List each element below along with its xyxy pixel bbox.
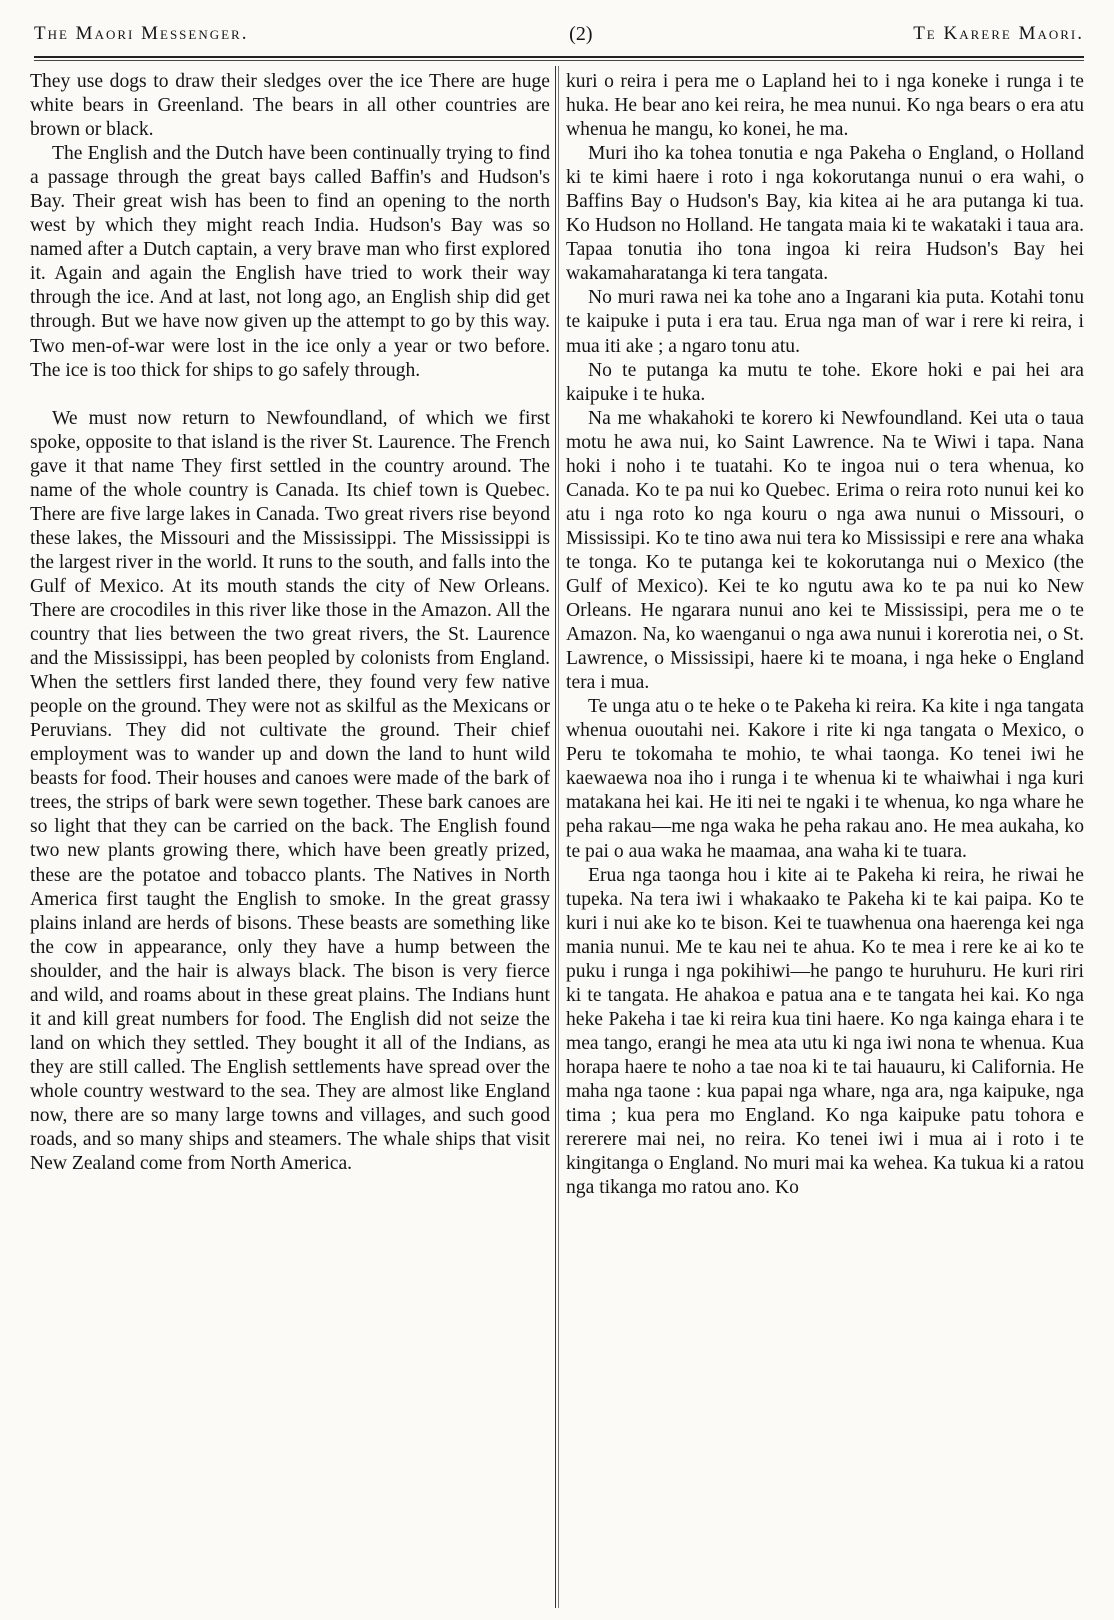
english-column	[30, 70, 550, 1605]
column-divider-thin	[558, 66, 559, 1608]
column-divider	[555, 66, 556, 1608]
maori-paragraph: Muri iho ka tohea tonutia e nga Pakeha o England, o Holland ki te kimi haere i roto i nga kokorutanga nunui o era wahi, o Baffins Bay o Hudson's Bay, kia kitea ai he ara putanga ki tua. Ko Hudson no Holland. He tangata maia ki te wakataki i taua ara. Tapaa tonutia iho tona ingoa ki reira Hudson's Bay hei wakamaharatanga ki tera tangata.	[566, 143, 1084, 285]
maori-paragraph: Na me whakahoki te korero ki Newfoundland. Kei uta o taua motu he awa nui, ko Saint Lawrence. Na te Wiwi i tapa. Nana hoki i noho i te tuatahi. Ko te ingoa nui o tera whenua, ko Canada. Ko te pa nui ko Quebec. Erima o reira roto nunui kei ko atu i nga roto ko nga kouru o nga awa nunui o Missouri, o Mississipi. Ko te tino awa nui tera ko Mississipi e rere ana whaka te tonga. Ko te putanga kei te kokorutanga nui o Mexico (the Gulf of Mexico). Kei te ko ngutu awa ko te pa nui ko New Orleans. He ngarara nunui ano kei te Mississipi, pera me o te Amazon. Na, ko waenganui o nga awa nunui i korerotia nei, o St. Lawrence, o Mississipi, haere ki te moana, i nga heke o England tera i mua.	[566, 407, 1084, 694]
maori-column	[566, 70, 1084, 1605]
maori-paragraph: Te unga atu o te heke o te Pakeha ki reira. Ka kite i nga tangata whenua ououtahi nei. Kakore i rite ki nga tangata o Mexico, o Peru te tokomaha te mohio, te whai taonga. Ko tenei iwi he kaewaewa noa iho i runga i te whenua ki te whaiwhai i nga kuri matakana hei kai. He iti nei te ngaki i te whenua, ko nga whare he peha rakau—me nga waka he peha rakau ano. He mea aukaha, ko te pai o aua waka he maamaa, ana waha ki te tuara.	[566, 696, 1084, 862]
page-header	[34, 18, 1084, 50]
header-rule	[34, 56, 1084, 58]
english-paragraph: The English and the Dutch have been continually trying to find a passage through the great bays called Baffin's and Hudson's Bay. Their great wish has been to find an opening to the north west by which they might reach India. Hudson's Bay was so named after a Dutch captain, a very brave man who first explored it. Again and again the English have tried to work their way through the ice. And at last, not long ago, an English ship did get through. But we have now given up the attempt to go by this way. Two men-of-war were lost in the ice only a year or two before. The ice is too thick for ships to go safely through.	[30, 143, 550, 381]
maori-paragraph: No muri rawa nei ka tohe ano a Ingarani kia puta. Kotahi tonu te kaipuke i puta i era tau. Erua nga man of war i rere ki reira, i mua iti ake ; a ngaro tonu atu.	[566, 287, 1084, 357]
maori-paragraph: No te putanga ka mutu te tohe. Ekore hoki e pai hei ara kaipuke i te huka.	[566, 359, 1084, 405]
english-masthead: The Maori Messenger.	[34, 23, 249, 44]
english-paragraph: They use dogs to draw their sledges over the ice There are huge white bears in Greenland. The bears in all other countries are brown or black.	[30, 71, 550, 141]
english-paragraph: We must now return to Newfoundland, of which we first spoke, opposite to that island is the river St. Laurence. The French gave it that name They first settled in the country around. The name of the whole country is Canada. Its chief town is Quebec. There are five large lakes in Canada. Two great rivers rise beyond these lakes, the Missouri and the Mississippi. The Mississippi is the largest river in the world. It runs to the south, and falls into the Gulf of Mexico. At its mouth stands the city of New Orleans. There are crocodiles in this river like those in the Amazon. All the country that lies between the two great rivers, the St. Laurence and the Mississippi, has been peopled by colonists from England. When the settlers first landed there, they found very few native people on the ground. They were not as skilful as the Mexicans or Peruvians. They did not cultivate the ground. Their chief employment was to wander up and down the land to hunt wild beasts for food. Their houses and canoes were made of the bark of trees, the strips of bark were sewn together. These bark canoes are so light that they can be carried on the back. The English found two new plants growing there, which have been greatly prized, these are the potatoe and tobacco plants. The Natives in North America first taught the English to smoke. In the great grassy plains inland are herds of bisons. These beasts are something like the cow in appearance, only they have a hump between the shoulder, and the hair is always black. The bison is very fierce and wild, and roams about in these great plains. The Indians hunt it and kill great numbers for food. The English did not seize the land on which they settled. They bought it all of the Indians, as they are still called. The English settlements have spread over the whole country westward to the sea. They are almost like England now, there are so many large towns and villages, and such good roads, and so many ships and steamers. The whale ships that visit New Zealand come from North America.	[30, 407, 550, 1175]
header-rule-thin	[34, 60, 1084, 61]
page-number: (2)	[569, 22, 593, 45]
maori-paragraph: kuri o reira i pera me o Lapland hei to i nga koneke i runga i te huka. He bear ano kei reira, he mea nunui. Ko nga bears o era atu whenua he mangu, ko konei, he ma.	[566, 71, 1084, 141]
maori-masthead: Te Karere Maori.	[913, 23, 1084, 44]
maori-paragraph: Erua nga taonga hou i kite ai te Pakeha ki reira, he riwai he tupeka. Na tera iwi i whakaako te Pakeha ki te kai paipa. Ko te kuri i nui ake ko te bison. Kei te tuawhenua ona haerenga kei nga mania nunui. Me te kau nei te ahua. Ko te mea i rere ke ai ko te puku i runga i nga pokihiwi—he pango te huruhuru. He kuri riri ki te tangata. He ahakoa e patua ana e te tangata hei kai. Ko nga heke Pakeha i tae ki reira kua tini haere. Ko nga kainga ehara i te mea tango, erangi he mea ata utu ki nga iwi nona te whenua. Kua horapa haere te noho a tae noa ki te tai hauauru, ki California. He maha nga taone : kua papai nga whare, nga ara, nga kaipuke, nga tima ; kua pera mo England. Ko nga kaipuke patu tohora e rererere mai nei, no reira. Ko tenei iwi i mua ai i roto i te kingitanga o England. No muri mai ka wehea. Ka tukua ki a ratou nga tikanga mo ratou ano. Ko	[566, 864, 1084, 1199]
